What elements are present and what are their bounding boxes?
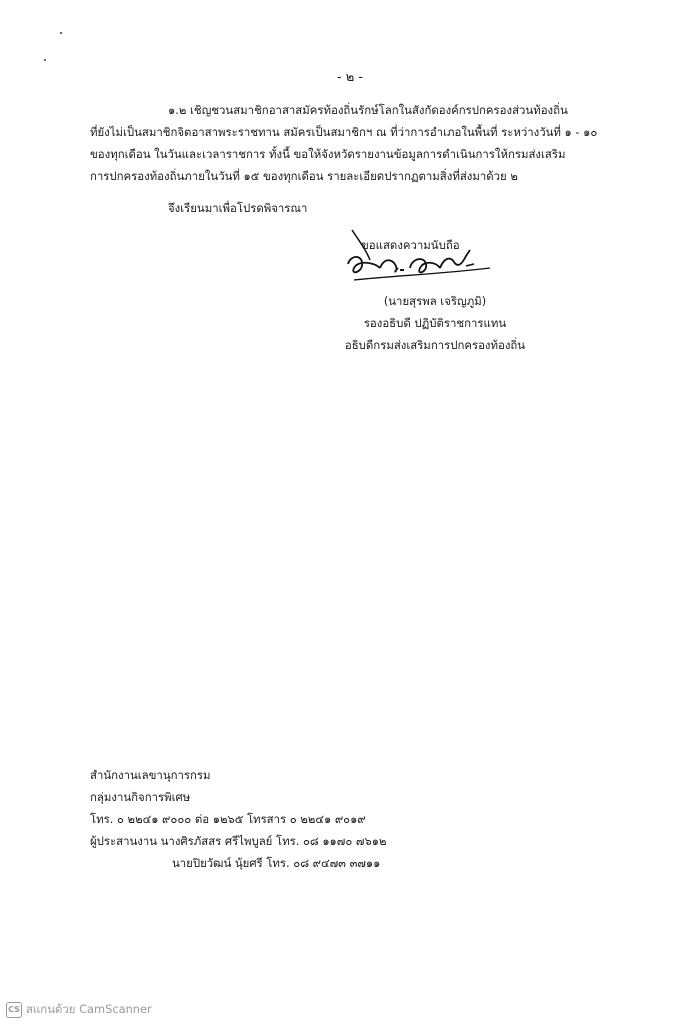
camscanner-logo-icon: CS (6, 1002, 22, 1018)
camscanner-watermark (6, 1001, 152, 1019)
footer-contact (90, 764, 386, 874)
signer-position: รองอธิบดี ปฏิบัติราชการแทน (363, 316, 507, 330)
paragraph-line: ที่ยังไม่เป็นสมาชิกจิตอาสาพระราชทาน สมัครเป็นสมาชิกฯ ณ ที่ว่าการอำเภอในพื้นที่ ระหว่างวันที่ ๑ - ๑๐ (90, 125, 598, 139)
paragraph-line: ของทุกเดือน ในวันและเวลาราชการ ทั้งนี้ ขอให้จังหวัดรายงานข้อมูลการดำเนินการให้กรมส่งเสริม (90, 147, 566, 161)
scan-speck (60, 32, 62, 34)
footer-division: กลุ่มงานกิจการพิเศษ (90, 790, 191, 804)
footer-office: สำนักงานเลขานุการกรม (90, 768, 211, 782)
footer-coordinator: นายปิยวัฒน์ นุ้ยศรี โทร. ๐๘ ๙๔๗๓ ๓๗๑๑ (172, 856, 381, 870)
signer-block (300, 290, 570, 356)
scan-speck (44, 59, 46, 61)
camscanner-label: สแกนด้วย CamScanner (26, 1002, 152, 1016)
respect-line: ขอแสดงความนับถือ (361, 238, 460, 252)
paragraph-line: การปกครองท้องถิ่นภายในวันที่ ๑๕ ของทุกเดือน รายละเอียดปรากฏตามสิ่งที่ส่งมาด้วย ๒ (90, 169, 518, 183)
closing-line: จึงเรียนมาเพื่อโปรดพิจารณา (168, 201, 308, 215)
page-number: - ๒ - (336, 70, 364, 85)
signer-position: อธิบดีกรมส่งเสริมการปกครองท้องถิ่น (344, 338, 526, 352)
footer-coordinator: ผู้ประสานงาน นางศิรภัสสร ศรีไพบูลย์ โทร. ๐๘ ๑๑๗๐ ๗๖๑๒ (90, 834, 387, 848)
paragraph-line: ๑.๒ เชิญชวนสมาชิกอาสาสมัครท้องถิ่นรักษ์โลกในสังกัดองค์กรปกครองส่วนท้องถิ่น (168, 103, 568, 117)
footer-phone: โทร. ๐ ๒๒๔๑ ๙๐๐๐ ต่อ ๑๒๖๕ โทรสาร ๐ ๒๒๔๑ ๙๐๑๙ (90, 812, 366, 826)
signer-name: (นายสุรพล เจริญภูมิ) (383, 294, 487, 308)
body-paragraph (90, 99, 610, 187)
